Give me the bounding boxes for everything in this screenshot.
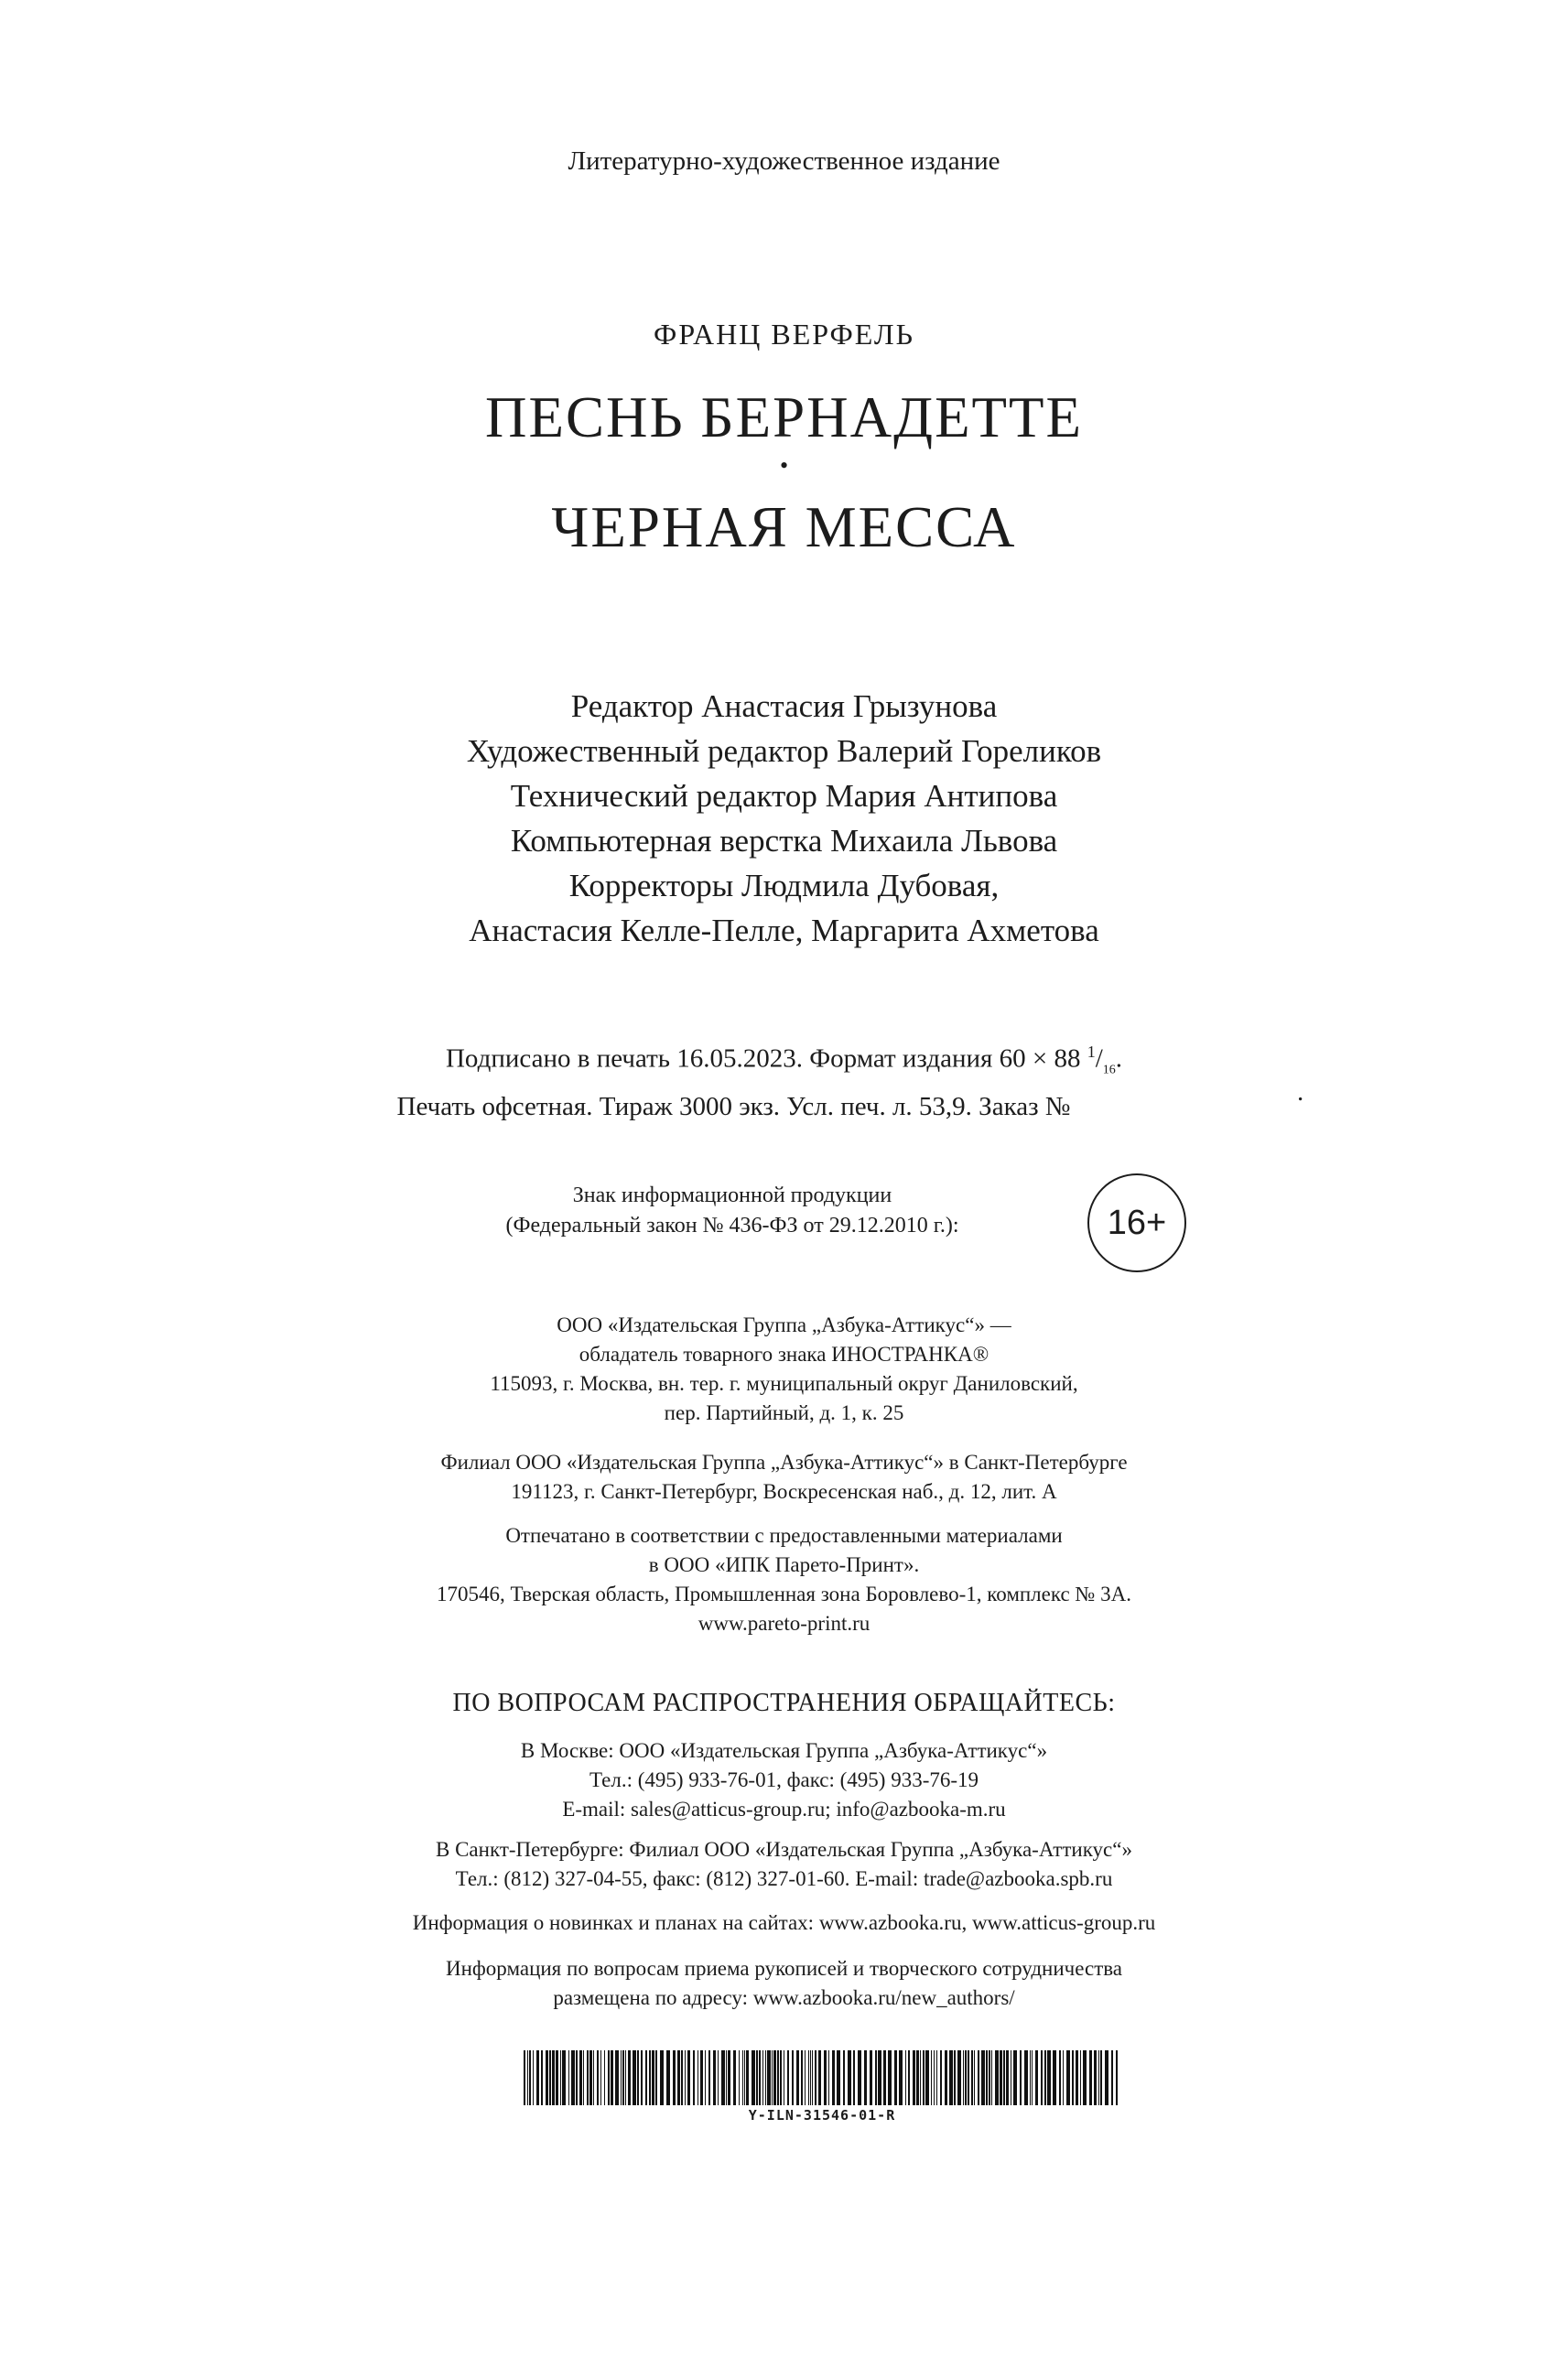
barcode-bar [870,2050,872,2105]
barcode-bar [1000,2050,1002,2105]
manuscripts-line: Информация по вопросам приема рукописей и творческого сотрудничества [445,1957,1123,1980]
publisher-line: 115093, г. Москва, вн. тер. г. муниципальный округ Даниловский, [490,1372,1078,1395]
barcode-bar [853,2050,855,2105]
barcode-bar [1111,2050,1113,2105]
barcode-bar [815,2050,816,2105]
barcode-bar [787,2050,789,2105]
age-rating-line-1: Знак информационной продукции [572,1184,892,1207]
barcode-bar [968,2050,969,2105]
barcode-bar [1080,2050,1081,2105]
barcode-bar [773,2050,776,2105]
barcode-bar [556,2050,558,2105]
order-number-end: . [1297,1077,1304,1107]
credit-line: Анастасия Келле-Пелле, Маргарита Ахметова [469,913,1099,948]
barcode-bar [949,2050,953,2105]
barcode-bar [625,2050,626,2105]
barcode-bar [541,2050,543,2105]
barcode-bar [808,2050,809,2105]
printer-block [0,1521,1568,1638]
barcode-bar [828,2050,829,2105]
barcode-bars [524,2050,1120,2105]
barcode-bar [848,2050,851,2105]
barcode-bar [812,2050,813,2105]
barcode-bar [666,2050,670,2105]
barcode-bar [818,2050,821,2105]
barcode-bar [649,2050,651,2105]
barcode-bar [878,2050,881,2105]
distribution-heading: ПО ВОПРОСАМ РАСПРОСТРАНЕНИЯ ОБРАЩАЙТЕСЬ: [452,1689,1116,1717]
barcode-bar [597,2050,599,2105]
barcode-bar [772,2050,773,2105]
publisher-line: пер. Партийный, д. 1, к. 25 [664,1401,904,1424]
barcode-bar [1076,2050,1078,2105]
barcode-bar [608,2050,610,2105]
barcode-bar [746,2050,749,2105]
barcode-bar [1006,2050,1009,2105]
barcode-bar [883,2050,886,2105]
barcode-bar [1013,2050,1017,2105]
barcode-bar [587,2050,589,2105]
barcode-bar [622,2050,624,2105]
credit-line: Компьютерная верстка Михаила Львова [510,823,1058,859]
barcode-bar [700,2050,703,2105]
barcode-bar [765,2050,766,2105]
barcode-bar [916,2050,919,2105]
format-fraction-numerator: 1 [1087,1043,1096,1061]
barcode-bar [931,2050,932,2105]
barcode-bar [583,2050,584,2105]
barcode-bar [633,2050,636,2105]
barcode-bar [837,2050,840,2105]
printer-line: Отпечатано в соответствии с предоставленными материалами [505,1524,1063,1547]
barcode-bar [888,2050,892,2105]
barcode-bar [875,2050,877,2105]
age-rating-line-2: (Федеральный закон № 436-ФЗ от 29.12.2010 г.): [505,1214,959,1238]
barcode-bar [1030,2050,1031,2105]
credits-block [0,684,1568,953]
barcode-bar [615,2050,619,2105]
barcode-bar [920,2050,921,2105]
barcode-bar [562,2050,566,2105]
barcode-bar [1066,2050,1070,2105]
barcode-bar [1100,2050,1102,2105]
publisher-line: ООО «Издательская Группа „Азбука-Аттикус“» — [557,1313,1011,1336]
barcode-bar [687,2050,690,2105]
barcode-bar [752,2050,755,2105]
age-rating-block [0,1170,1568,1270]
edition-type: Литературно-художественное издание [568,146,1000,176]
barcode-bar [1116,2050,1118,2105]
barcode-bar [801,2050,803,2105]
barcode-bar [843,2050,845,2105]
barcode-bar [705,2050,706,2105]
barcode-bar [593,2050,594,2105]
barcode-bar [604,2050,605,2105]
barcode-bar [527,2050,528,2105]
author-name: ФРАНЦ ВЕРФЕЛЬ [654,318,914,351]
barcode-bar [925,2050,929,2105]
moscow-line: E-mail: sales@atticus-group.ru; info@azbooka-m.ru [562,1798,1006,1821]
news-info [0,1908,1568,1938]
barcode-bar [1072,2050,1074,2105]
barcode-bar [767,2050,771,2105]
printer-line: в ООО «ИПК Парето-Принт». [648,1553,920,1576]
barcode-bar [673,2050,676,2105]
barcode-bar [1035,2050,1038,2105]
barcode-bar [923,2050,925,2105]
moscow-line: В Москве: ООО «Издательская Группа „Азбука-Аттикус“» [520,1739,1048,1762]
barcode-bar [971,2050,973,2105]
spb-line: В Санкт-Петербурге: Филиал ООО «Издательская Группа „Азбука-Аттикус“» [436,1838,1132,1861]
credit-line: Художественный редактор Валерий Гореликов [466,733,1102,769]
barcode-bar [641,2050,643,2105]
barcode-bar [524,2050,525,2105]
barcode-bar [777,2050,779,2105]
barcode-bar [934,2050,935,2105]
age-rating-text [412,1181,1053,1241]
barcode-bar [1089,2050,1092,2105]
print-info-line-2: Печать офсетная. Тираж 3000 экз. Усл. печ. л. 53,9. Заказ № [396,1092,1071,1122]
barcode-bar [1083,2050,1087,2105]
barcode-bar [652,2050,654,2105]
barcode-bar [726,2050,727,2105]
print-info-line-1: Подписано в печать 16.05.2023. Формат издания 60 × 88 $^1/_{16}$. [445,1043,1123,1077]
barcode-bar [974,2050,975,2105]
barcode-bar [1053,2050,1056,2105]
barcode-bar [589,2050,592,2105]
barcode-bar [733,2050,736,2105]
barcode-bar [739,2050,740,2105]
barcode-bar [718,2050,719,2105]
barcode-bar [655,2050,657,2105]
barcode-bar [1047,2050,1051,2105]
title-separator: • [779,452,789,479]
credit-line: Корректоры Людмила Дубовая, [568,868,1000,903]
barcode-bar [1059,2050,1061,2105]
barcode-bar [986,2050,988,2105]
barcode-bar [728,2050,730,2105]
barcode-bar [908,2050,910,2105]
barcode [524,2050,1120,2133]
barcode-bar [978,2050,979,2105]
barcode-bar [529,2050,531,2105]
barcode-bar [1063,2050,1064,2105]
barcode-bar [697,2050,698,2105]
spb-contacts [0,1835,1568,1894]
barcode-bar [805,2050,806,2105]
barcode-bar [693,2050,695,2105]
barcode-bar [905,2050,906,2105]
barcode-bar [762,2050,763,2105]
barcode-bar [1020,2050,1022,2105]
moscow-line: Тел.: (495) 933-76-01, факс: (495) 933-76-19 [589,1768,979,1791]
barcode-bar [796,2050,799,2105]
barcode-bar [1041,2050,1043,2105]
barcode-bar [552,2050,555,2105]
barcode-bar [824,2050,827,2105]
barcode-bar [981,2050,985,2105]
barcode-bar [995,2050,999,2105]
barcode-bar [576,2050,578,2105]
spb-line: Тел.: (812) 327-04-55, факс: (812) 327-01-60. E-mail: trade@azbooka.spb.ru [455,1867,1113,1890]
barcode-bar [708,2050,710,2105]
branch-block [0,1448,1568,1507]
barcode-bar [628,2050,631,2105]
barcode-bar [533,2050,534,2105]
printer-line: 170546, Тверская область, Промышленная зона Боровлево-1, комплекс № 3А. [437,1583,1131,1605]
barcode-bar [945,2050,947,2105]
barcode-bar [1024,2050,1028,2105]
barcode-bar [660,2050,664,2105]
barcode-bar [965,2050,967,2105]
barcode-bar [864,2050,867,2105]
barcode-bar [600,2050,601,2105]
barcode-bar [579,2050,582,2105]
barcode-bar [1003,2050,1005,2105]
barcode-bar [780,2050,782,2105]
barcode-bar [536,2050,539,2105]
publisher-block [0,1311,1568,1428]
barcode-bar [991,2050,992,2105]
credit-line: Технический редактор Мария Антипова [510,778,1058,814]
barcode-bar [792,2050,794,2105]
barcode-bar [1032,2050,1033,2105]
barcode-bar [940,2050,942,2105]
barcode-bar [621,2050,622,2105]
barcode-bar [810,2050,811,2105]
barcode-bar [899,2050,903,2105]
barcode-bar [894,2050,897,2105]
barcode-bar [957,2050,961,2105]
branch-line: 191123, г. Санкт-Петербург, Воскресенская наб., д. 12, лит. А [511,1480,1057,1503]
barcode-bar [549,2050,551,2105]
barcode-bar [913,2050,915,2105]
barcode-bar [756,2050,758,2105]
barcode-bar [677,2050,680,2105]
barcode-bar [936,2050,937,2105]
news-line: Информация о новинках и планах на сайтах: www.azbooka.ru, www.atticus-group.ru [412,1911,1156,1934]
barcode-bar [645,2050,647,2105]
age-rating-badge: 16+ [1087,1173,1186,1272]
barcode-bar [744,2050,745,2105]
book-title-2: ЧЕРНАЯ МЕССА [551,495,1017,559]
branch-line: Филиал ООО «Издательская Группа „Азбука-Аттикус“» в Санкт-Петербурге [440,1451,1128,1474]
barcode-bar [759,2050,761,2105]
publisher-line: обладатель товарного знака ИНОСТРАНКА® [579,1343,989,1366]
print-info-block [0,1033,1568,1126]
barcode-bar [1044,2050,1046,2105]
manuscripts-info [0,1954,1568,2013]
barcode-bar [681,2050,683,2105]
barcode-bar [713,2050,716,2105]
barcode-bar [571,2050,575,2105]
barcode-bar [989,2050,990,2105]
barcode-bar [568,2050,569,2105]
format-fraction-denominator: 16 [1102,1063,1116,1077]
barcode-bar [954,2050,956,2105]
moscow-contacts [0,1736,1568,1824]
print-format-text: Подписано в печать 16.05.2023. Формат издания 60 × 88 [445,1043,1081,1074]
barcode-code: Y-ILN-31546-01-R [748,2107,896,2124]
barcode-bar [832,2050,835,2105]
manuscripts-line: размещена по адресу: www.azbooka.ru/new_authors/ [553,1986,1015,2009]
barcode-bar [611,2050,613,2105]
barcode-bar [1094,2050,1097,2105]
barcode-bar [637,2050,639,2105]
book-title-1: ПЕСНЬ БЕРНАДЕТТЕ [484,385,1084,449]
credit-line: Редактор Анастасия Грызунова [570,688,998,724]
printer-website: www.pareto-print.ru [697,1612,871,1635]
barcode-bar [721,2050,725,2105]
barcode-bar [1098,2050,1099,2105]
barcode-bar [858,2050,861,2105]
barcode-bar [742,2050,743,2105]
barcode-bar [963,2050,964,2105]
barcode-bar [685,2050,686,2105]
barcode-bar [1105,2050,1108,2105]
barcode-bar [560,2050,561,2105]
barcode-bar [546,2050,548,2105]
